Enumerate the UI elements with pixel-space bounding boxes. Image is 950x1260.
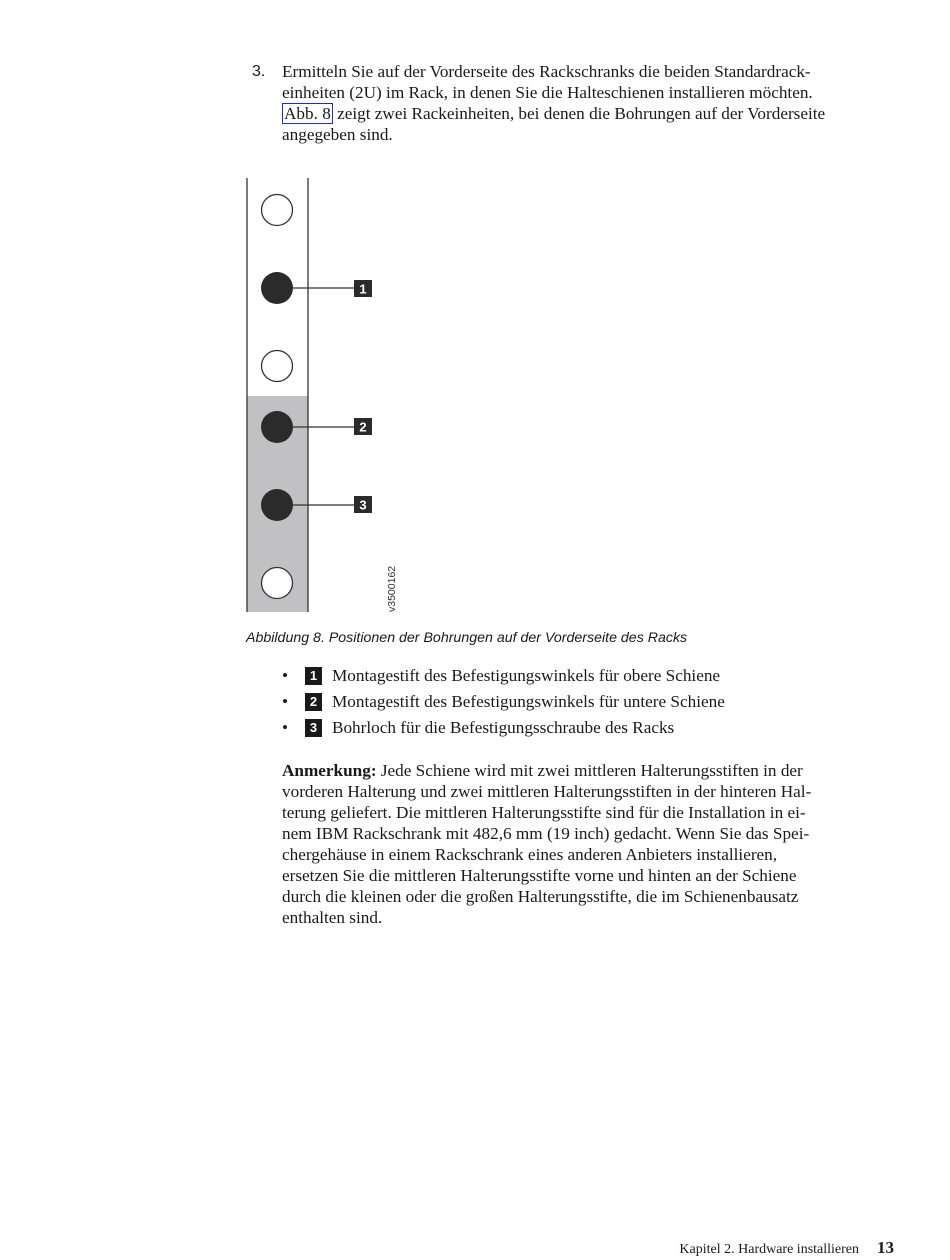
page-footer [679,1238,894,1258]
bullet: • [282,692,289,711]
note-line-1-text: Jede Schiene wird mit zwei mittleren Halterungsstiften in der [376,761,803,780]
legend-text-2: Montagestift des Befestigungswinkels für untere Schiene [332,692,725,711]
legend-text-1: Montagestift des Befestigungswinkels für obere Schiene [332,666,721,685]
step-number: 3. [252,63,266,80]
step-line-4: angegeben sind. [282,125,393,144]
legend-badge-1: 1 [305,667,322,685]
callout-number-2: 2 [359,419,367,435]
callout-number-3: 3 [359,497,367,513]
note-label: Anmerkung: [282,761,377,780]
step-line-3 [282,103,897,124]
footer-chapter: Kapitel 2. Hardware installieren [679,1242,859,1257]
step-line-3-rest: zeigt zwei Rackeinheiten, bei denen die Bohrungen auf der Vorderseite [332,104,826,123]
figure-reference-link[interactable]: Abb. 8 [284,104,331,123]
hole-filled-1 [261,272,293,304]
note-block [282,760,902,928]
bullet: • [282,666,289,685]
rack-hole-diagram [240,178,410,618]
note-line-5: chergehäuse in einem Rackschrank eines anderen Anbieters installieren, [282,845,778,864]
page-number: 13 [877,1238,894,1257]
note-line-7: durch die kleinen oder die großen Halterungsstifte, die im Schienenbausatz [282,887,799,906]
hole-open-2 [262,351,293,382]
hole-filled-2 [261,411,293,443]
hole-open-1 [262,195,293,226]
note-line-8: enthalten sind. [282,908,383,927]
note-line-3: terung geliefert. Die mittleren Halterungsstifte sind für die Installation in ei- [282,803,806,822]
hole-open-3 [262,568,293,599]
figure-caption: Abbildung 8. Positionen der Bohrungen auf der Vorderseite des Racks [246,630,688,646]
step-line-1: Ermitteln Sie auf der Vorderseite des Rackschranks die beiden Standardrack- [282,62,811,81]
note-line-2: vorderen Halterung und zwei mittleren Halterungsstiften in der hinteren Hal- [282,782,812,801]
step-line-2: einheiten (2U) im Rack, in denen Sie die Halteschienen installieren möchten. [282,83,813,102]
bullet: • [282,718,289,737]
callout-number-1: 1 [359,281,367,297]
note-line-6: ersetzen Sie die mittleren Halterungsstifte vorne und hinten an der Schiene [282,866,797,885]
hole-filled-3 [261,489,293,521]
legend-badge-3: 3 [305,719,322,737]
step-text [282,61,897,145]
note-line-4: nem IBM Rackschrank mit 482,6 mm (19 inch) gedacht. Wenn Sie das Spei- [282,824,810,843]
legend-text-3: Bohrloch für die Befestigungsschraube des Racks [332,718,675,737]
note-line-1 [282,760,902,781]
figure-image-id: v3500162 [386,565,398,612]
legend-badge-2: 2 [305,693,322,711]
